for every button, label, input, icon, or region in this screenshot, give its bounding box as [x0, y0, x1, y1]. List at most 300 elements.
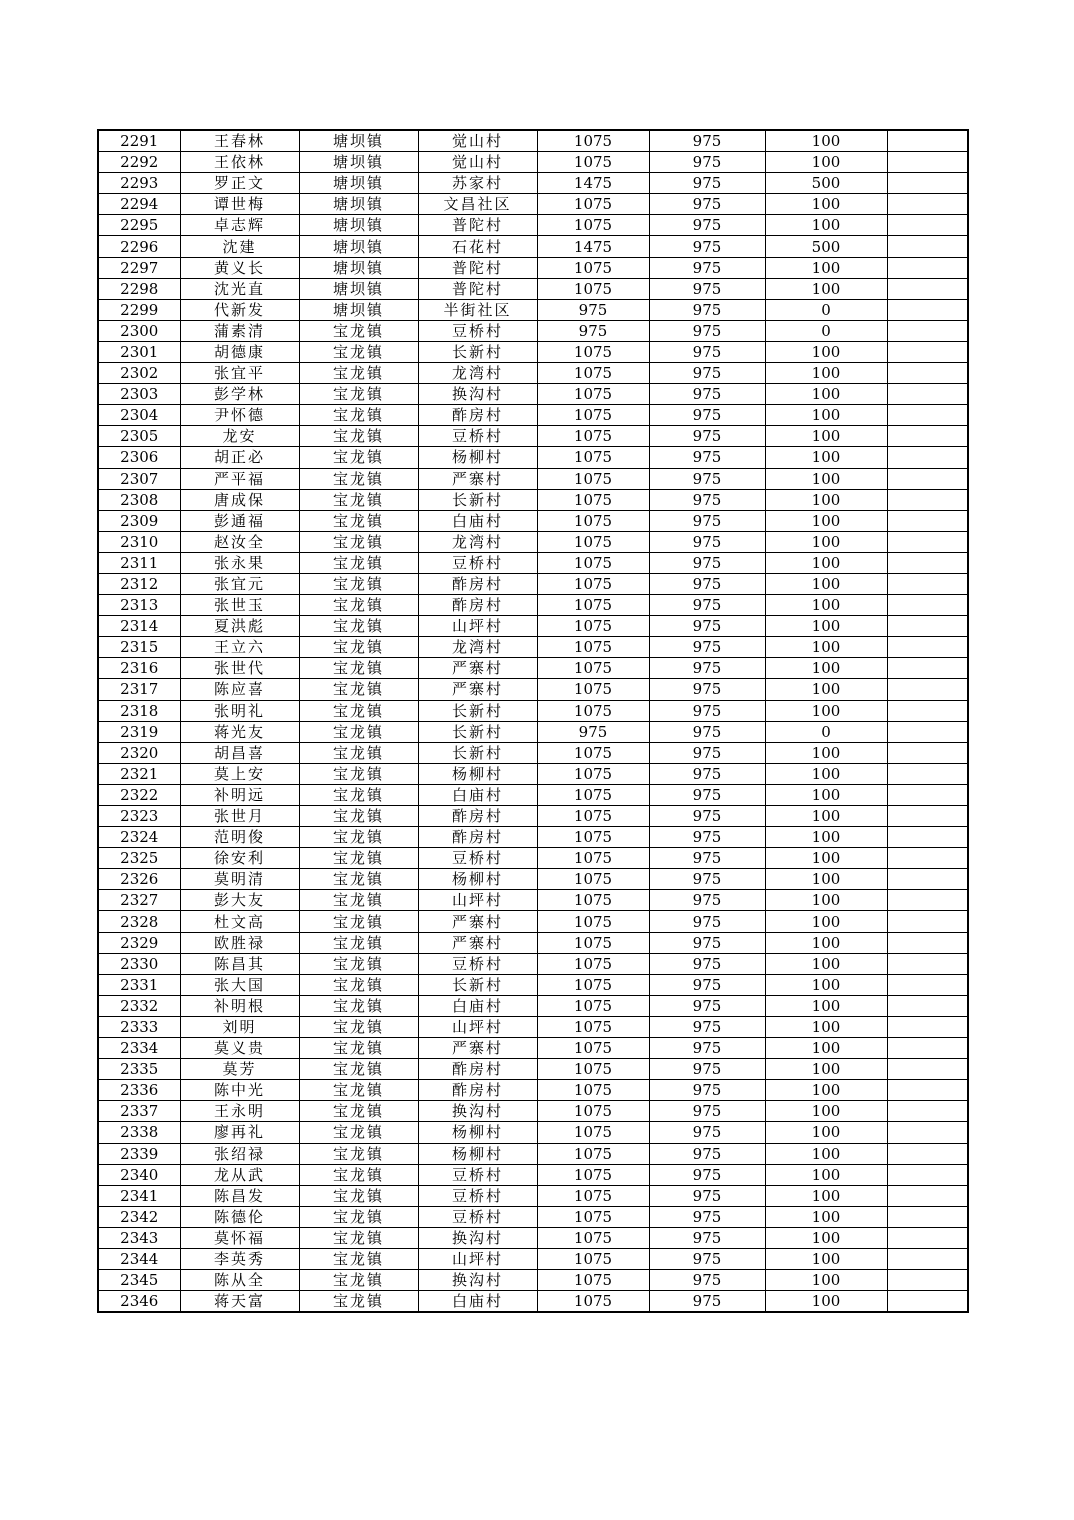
name-cell: 严平福: [180, 468, 299, 489]
name-cell: 莫义贵: [180, 1038, 299, 1059]
amount-a-cell: 1075: [537, 890, 649, 911]
amount-a-cell: 1075: [537, 932, 649, 953]
difference-cell: 100: [765, 1227, 887, 1248]
name-cell: 张宜元: [180, 573, 299, 594]
table-row: [98, 552, 968, 573]
amount-b-cell: 975: [649, 637, 765, 658]
note-cell: [887, 405, 968, 426]
town-cell: 宝龙镇: [299, 1291, 418, 1313]
row-number-cell: 2314: [98, 616, 180, 637]
village-cell: 苏家村: [418, 173, 537, 194]
town-cell: 宝龙镇: [299, 1248, 418, 1269]
table-row: [98, 1227, 968, 1248]
amount-a-cell: 1075: [537, 1185, 649, 1206]
name-cell: 张世月: [180, 806, 299, 827]
name-cell: 龙从武: [180, 1164, 299, 1185]
town-cell: 宝龙镇: [299, 510, 418, 531]
note-cell: [887, 827, 968, 848]
town-cell: 宝龙镇: [299, 1164, 418, 1185]
village-cell: 杨柳村: [418, 869, 537, 890]
note-cell: [887, 1185, 968, 1206]
difference-cell: 100: [765, 447, 887, 468]
difference-cell: 0: [765, 299, 887, 320]
difference-cell: 100: [765, 616, 887, 637]
town-cell: 宝龙镇: [299, 995, 418, 1016]
town-cell: 宝龙镇: [299, 869, 418, 890]
note-cell: [887, 194, 968, 215]
table-row: [98, 320, 968, 341]
table-row: [98, 1016, 968, 1037]
note-cell: [887, 869, 968, 890]
row-number-cell: 2317: [98, 679, 180, 700]
village-cell: 山坪村: [418, 890, 537, 911]
row-number-cell: 2320: [98, 742, 180, 763]
row-number-cell: 2324: [98, 827, 180, 848]
amount-b-cell: 975: [649, 573, 765, 594]
amount-b-cell: 975: [649, 1206, 765, 1227]
table-row: [98, 236, 968, 257]
village-cell: 觉山村: [418, 152, 537, 173]
town-cell: 宝龙镇: [299, 384, 418, 405]
difference-cell: 100: [765, 573, 887, 594]
amount-b-cell: 975: [649, 679, 765, 700]
row-number-cell: 2329: [98, 932, 180, 953]
note-cell: [887, 341, 968, 362]
note-cell: [887, 658, 968, 679]
amount-a-cell: 1075: [537, 974, 649, 995]
table-row: [98, 1059, 968, 1080]
difference-cell: 100: [765, 679, 887, 700]
table-row: [98, 1122, 968, 1143]
table-row: [98, 700, 968, 721]
name-cell: 王春林: [180, 130, 299, 152]
village-cell: 酢房村: [418, 806, 537, 827]
table-row: [98, 1101, 968, 1122]
amount-b-cell: 975: [649, 953, 765, 974]
note-cell: [887, 911, 968, 932]
amount-b-cell: 975: [649, 320, 765, 341]
town-cell: 宝龙镇: [299, 426, 418, 447]
village-cell: 豆桥村: [418, 1185, 537, 1206]
difference-cell: 100: [765, 405, 887, 426]
table-body: [98, 130, 968, 1312]
town-cell: 宝龙镇: [299, 932, 418, 953]
name-cell: 欧胜禄: [180, 932, 299, 953]
name-cell: 陈从全: [180, 1270, 299, 1291]
difference-cell: 500: [765, 173, 887, 194]
difference-cell: 100: [765, 1122, 887, 1143]
amount-b-cell: 975: [649, 299, 765, 320]
name-cell: 张世代: [180, 658, 299, 679]
row-number-cell: 2332: [98, 995, 180, 1016]
village-cell: 换沟村: [418, 1227, 537, 1248]
amount-a-cell: 1075: [537, 489, 649, 510]
row-number-cell: 2322: [98, 784, 180, 805]
table-row: [98, 1080, 968, 1101]
village-cell: 豆桥村: [418, 1164, 537, 1185]
amount-b-cell: 975: [649, 1059, 765, 1080]
amount-b-cell: 975: [649, 510, 765, 531]
amount-b-cell: 975: [649, 848, 765, 869]
row-number-cell: 2338: [98, 1122, 180, 1143]
difference-cell: 100: [765, 426, 887, 447]
difference-cell: 100: [765, 384, 887, 405]
note-cell: [887, 1291, 968, 1313]
amount-b-cell: 975: [649, 742, 765, 763]
village-cell: 山坪村: [418, 1248, 537, 1269]
table-row: [98, 658, 968, 679]
difference-cell: 100: [765, 1164, 887, 1185]
note-cell: [887, 1038, 968, 1059]
amount-b-cell: 975: [649, 1291, 765, 1313]
row-number-cell: 2293: [98, 173, 180, 194]
note-cell: [887, 806, 968, 827]
town-cell: 宝龙镇: [299, 637, 418, 658]
town-cell: 宝龙镇: [299, 1206, 418, 1227]
row-number-cell: 2321: [98, 763, 180, 784]
amount-b-cell: 975: [649, 1143, 765, 1164]
name-cell: 张宜平: [180, 363, 299, 384]
town-cell: 宝龙镇: [299, 320, 418, 341]
difference-cell: 100: [765, 363, 887, 384]
town-cell: 宝龙镇: [299, 953, 418, 974]
table-row: [98, 806, 968, 827]
amount-b-cell: 975: [649, 130, 765, 152]
table-row: [98, 1143, 968, 1164]
amount-a-cell: 1075: [537, 257, 649, 278]
note-cell: [887, 447, 968, 468]
amount-b-cell: 975: [649, 278, 765, 299]
table-row: [98, 995, 968, 1016]
amount-a-cell: 1075: [537, 1270, 649, 1291]
amount-a-cell: 1075: [537, 1143, 649, 1164]
village-cell: 普陀村: [418, 278, 537, 299]
amount-a-cell: 1075: [537, 827, 649, 848]
table-row: [98, 1206, 968, 1227]
note-cell: [887, 1059, 968, 1080]
village-cell: 严寨村: [418, 468, 537, 489]
village-cell: 豆桥村: [418, 320, 537, 341]
amount-b-cell: 975: [649, 1122, 765, 1143]
row-number-cell: 2292: [98, 152, 180, 173]
name-cell: 徐安利: [180, 848, 299, 869]
town-cell: 宝龙镇: [299, 1143, 418, 1164]
difference-cell: 100: [765, 995, 887, 1016]
table-row: [98, 1038, 968, 1059]
row-number-cell: 2328: [98, 911, 180, 932]
note-cell: [887, 1206, 968, 1227]
village-cell: 长新村: [418, 742, 537, 763]
table-row: [98, 784, 968, 805]
note-cell: [887, 763, 968, 784]
note-cell: [887, 890, 968, 911]
name-cell: 廖再礼: [180, 1122, 299, 1143]
amount-b-cell: 975: [649, 658, 765, 679]
amount-a-cell: 1475: [537, 236, 649, 257]
note-cell: [887, 257, 968, 278]
difference-cell: 100: [765, 890, 887, 911]
note-cell: [887, 552, 968, 573]
village-cell: 酢房村: [418, 827, 537, 848]
row-number-cell: 2300: [98, 320, 180, 341]
name-cell: 张世玉: [180, 595, 299, 616]
town-cell: 宝龙镇: [299, 1185, 418, 1206]
row-number-cell: 2297: [98, 257, 180, 278]
row-number-cell: 2344: [98, 1248, 180, 1269]
town-cell: 塘坝镇: [299, 173, 418, 194]
town-cell: 宝龙镇: [299, 531, 418, 552]
difference-cell: 0: [765, 721, 887, 742]
note-cell: [887, 215, 968, 236]
village-cell: 长新村: [418, 489, 537, 510]
row-number-cell: 2341: [98, 1185, 180, 1206]
difference-cell: 100: [765, 1143, 887, 1164]
village-cell: 豆桥村: [418, 426, 537, 447]
amount-a-cell: 1075: [537, 384, 649, 405]
difference-cell: 100: [765, 1291, 887, 1313]
name-cell: 谭世梅: [180, 194, 299, 215]
note-cell: [887, 1164, 968, 1185]
amount-a-cell: 1075: [537, 130, 649, 152]
difference-cell: 100: [765, 763, 887, 784]
town-cell: 宝龙镇: [299, 1038, 418, 1059]
difference-cell: 100: [765, 637, 887, 658]
note-cell: [887, 995, 968, 1016]
note-cell: [887, 700, 968, 721]
town-cell: 塘坝镇: [299, 130, 418, 152]
amount-b-cell: 975: [649, 552, 765, 573]
note-cell: [887, 595, 968, 616]
amount-b-cell: 975: [649, 363, 765, 384]
difference-cell: 100: [765, 215, 887, 236]
row-number-cell: 2346: [98, 1291, 180, 1313]
difference-cell: 500: [765, 236, 887, 257]
note-cell: [887, 468, 968, 489]
note-cell: [887, 1080, 968, 1101]
table-row: [98, 742, 968, 763]
difference-cell: 100: [765, 1248, 887, 1269]
table-row: [98, 953, 968, 974]
amount-b-cell: 975: [649, 236, 765, 257]
row-number-cell: 2311: [98, 552, 180, 573]
town-cell: 宝龙镇: [299, 784, 418, 805]
note-cell: [887, 784, 968, 805]
town-cell: 宝龙镇: [299, 489, 418, 510]
village-cell: 白庙村: [418, 510, 537, 531]
row-number-cell: 2291: [98, 130, 180, 152]
difference-cell: 100: [765, 784, 887, 805]
amount-b-cell: 975: [649, 447, 765, 468]
town-cell: 宝龙镇: [299, 1016, 418, 1037]
town-cell: 宝龙镇: [299, 742, 418, 763]
name-cell: 莫上安: [180, 763, 299, 784]
name-cell: 陈应喜: [180, 679, 299, 700]
difference-cell: 100: [765, 341, 887, 362]
town-cell: 宝龙镇: [299, 806, 418, 827]
town-cell: 塘坝镇: [299, 152, 418, 173]
amount-a-cell: 1075: [537, 1248, 649, 1269]
table-row: [98, 152, 968, 173]
amount-b-cell: 975: [649, 827, 765, 848]
table-row: [98, 869, 968, 890]
town-cell: 宝龙镇: [299, 341, 418, 362]
row-number-cell: 2302: [98, 363, 180, 384]
name-cell: 沈光直: [180, 278, 299, 299]
name-cell: 夏洪彪: [180, 616, 299, 637]
note-cell: [887, 1227, 968, 1248]
amount-b-cell: 975: [649, 932, 765, 953]
note-cell: [887, 152, 968, 173]
table-row: [98, 257, 968, 278]
town-cell: 宝龙镇: [299, 1080, 418, 1101]
difference-cell: 100: [765, 1080, 887, 1101]
town-cell: 宝龙镇: [299, 658, 418, 679]
row-number-cell: 2334: [98, 1038, 180, 1059]
note-cell: [887, 278, 968, 299]
note-cell: [887, 932, 968, 953]
row-number-cell: 2343: [98, 1227, 180, 1248]
amount-a-cell: 1075: [537, 911, 649, 932]
amount-b-cell: 975: [649, 763, 765, 784]
name-cell: 彭学林: [180, 384, 299, 405]
name-cell: 蒋光友: [180, 721, 299, 742]
table-row: [98, 1248, 968, 1269]
amount-a-cell: 1075: [537, 848, 649, 869]
row-number-cell: 2318: [98, 700, 180, 721]
difference-cell: 100: [765, 869, 887, 890]
amount-b-cell: 975: [649, 1164, 765, 1185]
amount-a-cell: 1075: [537, 215, 649, 236]
village-cell: 严寨村: [418, 679, 537, 700]
note-cell: [887, 531, 968, 552]
table-row: [98, 363, 968, 384]
note-cell: [887, 637, 968, 658]
amount-b-cell: 975: [649, 531, 765, 552]
row-number-cell: 2304: [98, 405, 180, 426]
name-cell: 刘明: [180, 1016, 299, 1037]
amount-a-cell: 1075: [537, 573, 649, 594]
town-cell: 塘坝镇: [299, 236, 418, 257]
amount-b-cell: 975: [649, 194, 765, 215]
difference-cell: 100: [765, 1270, 887, 1291]
amount-b-cell: 975: [649, 1080, 765, 1101]
name-cell: 王立六: [180, 637, 299, 658]
difference-cell: 100: [765, 974, 887, 995]
difference-cell: 100: [765, 278, 887, 299]
amount-b-cell: 975: [649, 869, 765, 890]
row-number-cell: 2319: [98, 721, 180, 742]
difference-cell: 100: [765, 468, 887, 489]
amount-a-cell: 1075: [537, 510, 649, 531]
difference-cell: 100: [765, 700, 887, 721]
village-cell: 白庙村: [418, 784, 537, 805]
table-row: [98, 173, 968, 194]
note-cell: [887, 299, 968, 320]
name-cell: 尹怀德: [180, 405, 299, 426]
difference-cell: 100: [765, 806, 887, 827]
village-cell: 严寨村: [418, 932, 537, 953]
name-cell: 赵汝全: [180, 531, 299, 552]
town-cell: 塘坝镇: [299, 299, 418, 320]
name-cell: 彭大友: [180, 890, 299, 911]
amount-a-cell: 1075: [537, 341, 649, 362]
town-cell: 宝龙镇: [299, 721, 418, 742]
village-cell: 龙湾村: [418, 531, 537, 552]
difference-cell: 100: [765, 1206, 887, 1227]
table-row: [98, 341, 968, 362]
row-number-cell: 2298: [98, 278, 180, 299]
difference-cell: 100: [765, 658, 887, 679]
name-cell: 胡正必: [180, 447, 299, 468]
town-cell: 宝龙镇: [299, 911, 418, 932]
row-number-cell: 2326: [98, 869, 180, 890]
amount-a-cell: 1075: [537, 595, 649, 616]
town-cell: 宝龙镇: [299, 1270, 418, 1291]
difference-cell: 100: [765, 130, 887, 152]
name-cell: 胡德康: [180, 341, 299, 362]
difference-cell: 100: [765, 932, 887, 953]
village-cell: 酢房村: [418, 405, 537, 426]
amount-b-cell: 975: [649, 152, 765, 173]
note-cell: [887, 1122, 968, 1143]
amount-b-cell: 975: [649, 911, 765, 932]
amount-a-cell: 1075: [537, 552, 649, 573]
name-cell: 李英秀: [180, 1248, 299, 1269]
difference-cell: 0: [765, 320, 887, 341]
table-row: [98, 1291, 968, 1313]
row-number-cell: 2305: [98, 426, 180, 447]
row-number-cell: 2330: [98, 953, 180, 974]
village-cell: 换沟村: [418, 1101, 537, 1122]
amount-b-cell: 975: [649, 595, 765, 616]
village-cell: 严寨村: [418, 658, 537, 679]
difference-cell: 100: [765, 152, 887, 173]
amount-b-cell: 975: [649, 1016, 765, 1037]
row-number-cell: 2323: [98, 806, 180, 827]
difference-cell: 100: [765, 1016, 887, 1037]
table-row: [98, 721, 968, 742]
row-number-cell: 2294: [98, 194, 180, 215]
note-cell: [887, 1016, 968, 1037]
town-cell: 宝龙镇: [299, 848, 418, 869]
amount-b-cell: 975: [649, 890, 765, 911]
town-cell: 宝龙镇: [299, 468, 418, 489]
amount-a-cell: 1075: [537, 278, 649, 299]
table-row: [98, 426, 968, 447]
name-cell: 补明远: [180, 784, 299, 805]
amount-b-cell: 975: [649, 173, 765, 194]
table-row: [98, 595, 968, 616]
difference-cell: 100: [765, 489, 887, 510]
row-number-cell: 2303: [98, 384, 180, 405]
amount-a-cell: 1075: [537, 1227, 649, 1248]
row-number-cell: 2315: [98, 637, 180, 658]
town-cell: 宝龙镇: [299, 573, 418, 594]
village-cell: 石花村: [418, 236, 537, 257]
village-cell: 文昌社区: [418, 194, 537, 215]
amount-b-cell: 975: [649, 384, 765, 405]
note-cell: [887, 130, 968, 152]
amount-a-cell: 1075: [537, 1122, 649, 1143]
amount-a-cell: 1075: [537, 679, 649, 700]
amount-a-cell: 1075: [537, 1016, 649, 1037]
table-row: [98, 573, 968, 594]
row-number-cell: 2325: [98, 848, 180, 869]
name-cell: 罗正文: [180, 173, 299, 194]
table-row: [98, 1185, 968, 1206]
difference-cell: 100: [765, 953, 887, 974]
amount-b-cell: 975: [649, 784, 765, 805]
